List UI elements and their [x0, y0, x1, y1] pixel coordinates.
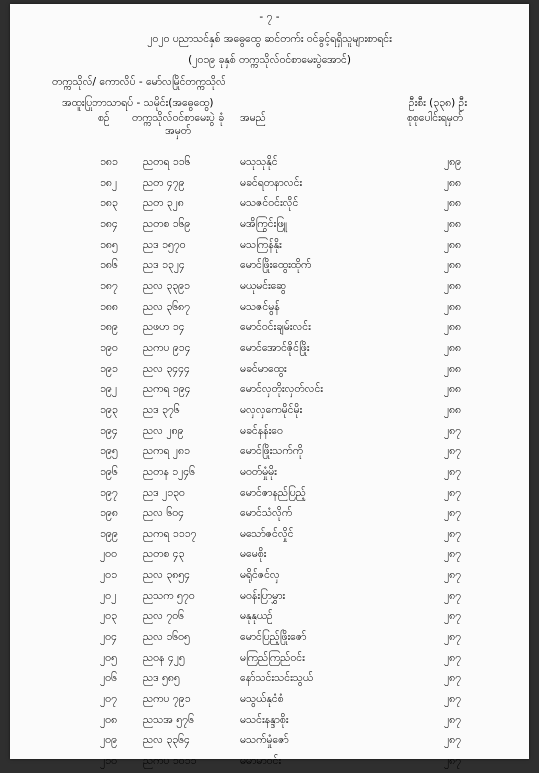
- total-score: ၂၈၇: [443, 693, 461, 706]
- roll-number: ညသအ ၅၇၆: [143, 713, 194, 726]
- table-row: [10, 566, 529, 587]
- student-name: မခင်နန်းဝေ: [240, 424, 283, 437]
- roll-number: ညကရ ၁၉၄: [143, 383, 191, 396]
- roll-number: ညတန ၁၂၄၆: [143, 465, 196, 478]
- row-number: ၁၉၆: [100, 465, 118, 478]
- column-header-no: စဉ်: [98, 112, 110, 124]
- student-name: မသွယ်နုငံစံ: [240, 693, 284, 706]
- table-row: [10, 153, 529, 174]
- table-row: [10, 711, 529, 732]
- row-number: ၁၉၄: [100, 424, 118, 437]
- row-number: ၁၉၀: [100, 341, 118, 354]
- row-number: ၁၈၆: [100, 259, 118, 272]
- student-name: မောင်ပြည့်ဖြိုးဇော်: [240, 631, 307, 644]
- roll-number: ညတ ၄၇၉: [143, 176, 185, 189]
- total-score: ၂၈၇: [443, 631, 461, 644]
- roll-number: ညဒ ၅၈၅: [143, 672, 180, 685]
- results-table: [10, 153, 529, 773]
- total-score: ၂၈၈: [443, 197, 461, 210]
- table-row: [10, 669, 529, 690]
- row-number: ၂၀၆: [100, 672, 117, 685]
- roll-number: ညဒ ၁၃၂၄: [143, 259, 185, 272]
- row-number: ၂၀၇: [100, 693, 117, 706]
- row-number: ၁၈၁: [100, 156, 118, 168]
- student-name: မယုမင်းဆွေ: [240, 279, 287, 292]
- student-name: မခင်မာထွေး: [240, 362, 287, 375]
- student-name: မသက်မှုံဇော်: [240, 734, 289, 747]
- row-number: ၂၀၄: [100, 631, 117, 644]
- student-name: မောင်လှတိုးလှတ်လင်း: [240, 383, 323, 396]
- student-name: မရိုင်ဇင်လှ: [240, 569, 280, 582]
- total-score: ၂၈၈: [443, 341, 461, 354]
- table-row: [10, 401, 529, 422]
- table-row: [10, 318, 529, 339]
- roll-number: ညဝန ၄၂၅: [143, 651, 185, 664]
- table-row: [10, 628, 529, 649]
- table-row: [10, 298, 529, 319]
- total-score: ၂၈၇: [443, 486, 461, 499]
- student-name: မောင်ဖြိုးသက်ကို: [240, 445, 303, 458]
- roll-number: ညတစ ၁၆၉: [143, 217, 191, 230]
- table-row: [10, 422, 529, 443]
- student-name: မသင်းနန္ဒာစိုး: [240, 713, 289, 726]
- student-name: မောင်ဝင်းချမ်းလင်း: [240, 321, 311, 334]
- roll-number: ညတရ ၁၁၆: [143, 156, 191, 168]
- table-row: [10, 752, 529, 773]
- student-name: မသော်ဇင်လှိုင်: [240, 527, 294, 540]
- roll-number: ညကပ ၇၉၁: [143, 693, 191, 706]
- table-row: [10, 277, 529, 298]
- total-score: ၂၈၈: [443, 217, 461, 230]
- total-score: ၂၈၇: [443, 755, 461, 768]
- student-name: မောင်အောင်ဇိုင်ဖြိုး: [240, 341, 310, 354]
- total-score: ၂၈၇: [443, 527, 461, 540]
- roll-number: ညတစ ၄၃: [143, 548, 185, 561]
- roll-number: ညတ ၃၂၈: [143, 197, 184, 210]
- total-score: ၂၈၇: [443, 734, 461, 747]
- student-name: မသုသုနိုင်: [240, 156, 278, 168]
- student-name: မလှလှကေမိုင်မိုး: [240, 403, 303, 416]
- roll-number: ညလ ၃၄၄၄: [143, 362, 190, 375]
- student-name: မမာမာဝင်း: [240, 755, 282, 768]
- roll-number: ညကပ ၉၁၄: [143, 341, 191, 354]
- row-number: ၂၀၁: [100, 569, 117, 582]
- university-label: တက္ကသိုလ်/ ကောလိပ် - မော်လမြိုင်တက္ကသိုလ်: [52, 76, 226, 88]
- page-number: - ၇ -: [259, 11, 280, 23]
- roll-number: ညလ ၆၀၄: [143, 507, 185, 520]
- row-number: ၁၈၅: [100, 238, 118, 251]
- table-row: [10, 380, 529, 401]
- total-score: ၂၈၇: [443, 610, 461, 623]
- table-row: [10, 215, 529, 236]
- student-name: မသကြန်နိုး: [240, 238, 282, 251]
- student-name: မသဇင်မွန်: [240, 300, 280, 313]
- roll-number: ညဒ ၃၇၆: [143, 403, 180, 416]
- table-row: [10, 607, 529, 628]
- column-header-total: စုစုပေါင်းရမှတ်: [406, 112, 463, 124]
- roll-number: ညဖဟ ၁၄: [143, 321, 185, 334]
- row-number: ၂၀၃: [100, 610, 117, 623]
- total-score: ၂၈၈: [443, 383, 461, 396]
- roll-number: ညကရ ၁၁၁၇: [143, 527, 197, 540]
- roll-number: ညဒ ၂၁၃၀: [143, 486, 185, 499]
- total-score: ၂၈၇: [443, 548, 461, 561]
- total-score: ၂၈၇: [443, 424, 461, 437]
- total-score: ၂၈၇: [443, 672, 461, 685]
- major-label: အထူးပြုဘာသာရပ် - သမိုင်း(အဓွေထွေ): [62, 97, 214, 109]
- roll-number: ညလ ၂၈၉: [143, 424, 184, 437]
- roll-number: ညသက ၅၇၀: [143, 589, 195, 602]
- student-name: မခင်ရတနာလင်း: [240, 176, 303, 189]
- table-row: [10, 731, 529, 752]
- table-row: [10, 463, 529, 484]
- total-score: ၂၈၈: [443, 279, 461, 292]
- roll-number: ညလ ၁၆၀၅: [143, 631, 190, 644]
- student-name: နော်သင်းသင်းသွယ်: [240, 672, 314, 685]
- row-number: ၁၈၉: [100, 321, 118, 334]
- row-number: ၁၈၃: [100, 197, 118, 210]
- table-row: [10, 649, 529, 670]
- column-header-roll: တက္ကသိုလ်ဝင်စာမေးပွဲ ခုံအမှတ်: [131, 112, 225, 137]
- table-row: [10, 484, 529, 505]
- row-number: ၂၀၂: [100, 589, 117, 602]
- roll-number: ညကရ ၂၈၁: [143, 445, 190, 458]
- roll-number: ညလ ၃၈၅၄: [143, 569, 191, 582]
- roll-number: ညလ ၃၃၉၁: [143, 279, 190, 292]
- total-score: ၂၈၉: [443, 156, 461, 168]
- row-number: ၁၉၇: [100, 486, 118, 499]
- table-row: [10, 194, 529, 215]
- table-row: [10, 504, 529, 525]
- row-number: ၁၉၉: [100, 527, 118, 540]
- table-row: [10, 442, 529, 463]
- roll-number: ညလ ၃၃၆၄: [143, 734, 190, 747]
- row-number: ၂၀၉: [100, 734, 117, 747]
- table-row: [10, 360, 529, 381]
- roll-number: ညလ ၇၀၆: [143, 610, 185, 623]
- student-name: မသဇင်ဝင်းလိုင်: [240, 197, 299, 210]
- row-number: ၁၈၄: [100, 217, 118, 230]
- row-number: ၁၈၇: [100, 279, 118, 292]
- total-score: ၂၈၇: [443, 589, 461, 602]
- document-title: ၂၀၂၀ ပညာသင်နှစ် အဓွေထွေ ဆင်တက်း ဝင်ခွင့်ရရှိသူများစာရင်း: [147, 33, 392, 45]
- row-number: ၁၉၂: [100, 383, 117, 396]
- student-name: မအိကြွင်းဖြူ: [240, 217, 287, 230]
- row-number: ၂၀၀: [100, 548, 117, 561]
- student-name: မောင်သံလိုက်: [240, 507, 293, 520]
- student-name: မောင်ဖြိုးထွေးထိုက်: [240, 259, 312, 272]
- total-score: ၂၈၇: [443, 445, 461, 458]
- student-name: မမေစိုး: [240, 548, 267, 561]
- row-number: ၂၀၈: [100, 713, 118, 726]
- student-name: မောင်ဇာနည်ပြည့်: [240, 486, 306, 499]
- student-name: မနုနုယဉ်: [240, 610, 273, 623]
- row-number: ၁၈၈: [100, 300, 118, 313]
- total-score: ၂၈၇: [443, 465, 461, 478]
- total-score: ၂၈၇: [443, 651, 461, 664]
- total-score: ၂၈၈: [443, 238, 461, 251]
- total-score: ၂၈၈: [443, 300, 461, 313]
- student-name: မကြည်ကြည်ဝင်း: [240, 651, 305, 664]
- student-name: မဝန်းပြာမွှား: [240, 589, 286, 602]
- total-score: ၂၈၈: [443, 176, 461, 189]
- document-page: [10, 4, 529, 768]
- table-row: [10, 587, 529, 608]
- table-row: [10, 339, 529, 360]
- table-row: [10, 174, 529, 195]
- total-score: ၂၈၈: [443, 362, 461, 375]
- row-number: ၁၈၂: [100, 176, 118, 189]
- row-number: ၁၉၅: [100, 445, 118, 458]
- row-number: ၁၉၃: [100, 403, 118, 416]
- roll-number: ညလ ၃၆၈၇: [143, 300, 191, 313]
- roll-number: ညဒ ၁၅၇၀: [143, 238, 186, 251]
- document-subtitle-year: (၂၀၁၉ ခုနှစ် တက္ကသိုလ်ဝင်စာမေးပွဲအောင်): [188, 54, 351, 66]
- table-row: [10, 525, 529, 546]
- total-score: ၂၈၈: [443, 403, 461, 416]
- table-row: [10, 545, 529, 566]
- total-score: ၂၈၇: [443, 507, 461, 520]
- quota-label: ဦးစီး (၃၃၈) ဦး: [408, 97, 467, 109]
- total-score: ၂၈၇: [443, 569, 461, 582]
- total-score: ၂၈၇: [443, 713, 461, 726]
- column-header-name: အမည်: [240, 112, 266, 124]
- student-name: မဝတ်မှုံမိုး: [240, 465, 277, 478]
- table-row: [10, 690, 529, 711]
- table-row: [10, 236, 529, 257]
- roll-number: ညကပ ၁၀၁၁: [143, 755, 197, 768]
- table-row: [10, 256, 529, 277]
- row-number: ၁၉၈: [100, 507, 118, 520]
- row-number: ၁၉၁: [100, 362, 118, 375]
- total-score: ၂၈၈: [443, 321, 461, 334]
- row-number: ၂၁၀: [100, 755, 117, 768]
- row-number: ၂၀၅: [100, 651, 117, 664]
- total-score: ၂၈၈: [443, 259, 461, 272]
